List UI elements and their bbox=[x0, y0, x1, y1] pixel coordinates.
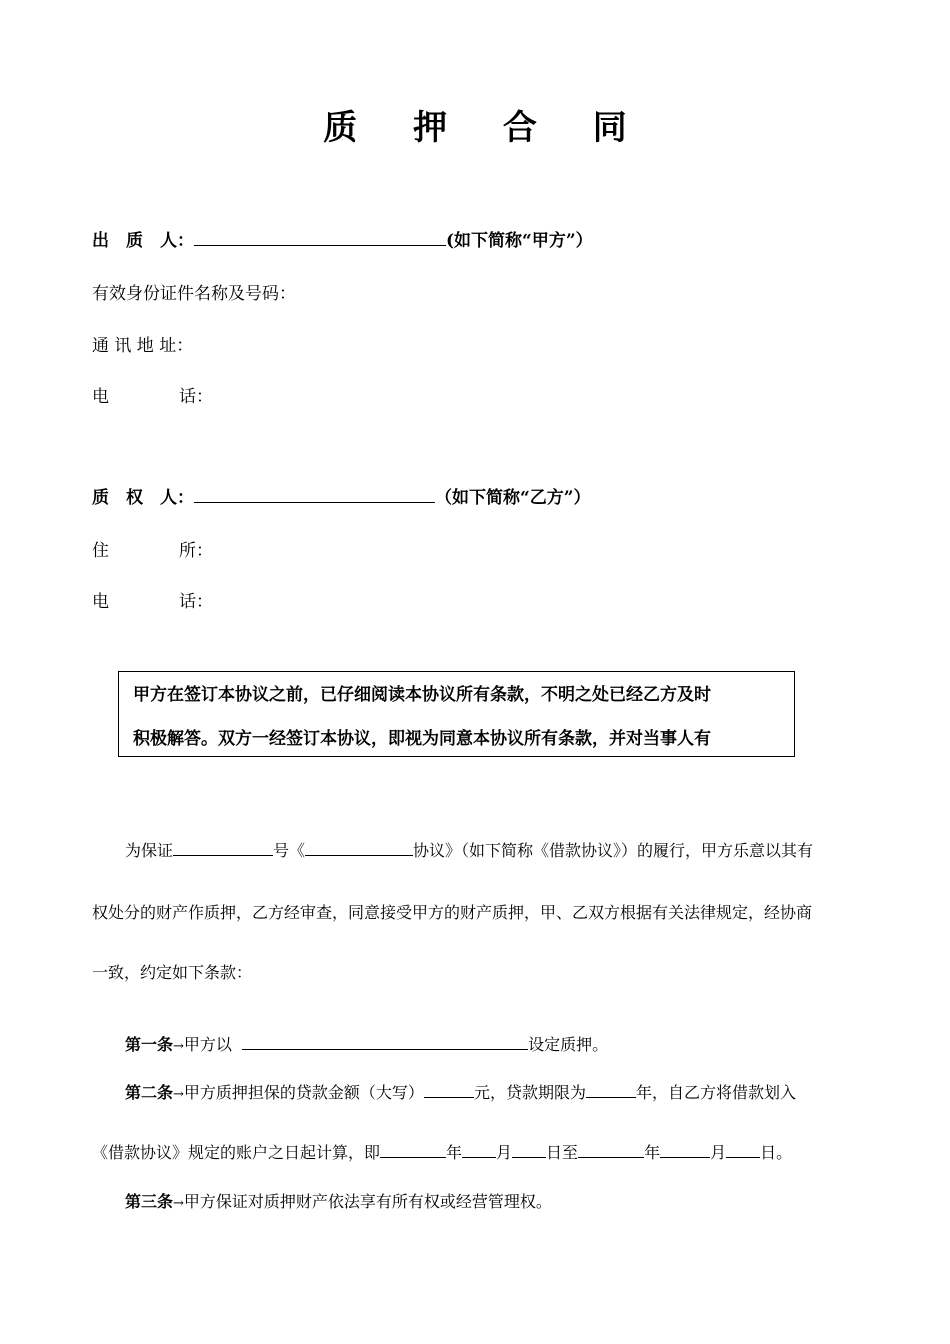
article-1 bbox=[125, 1032, 608, 1055]
end-month-label: 月 bbox=[710, 1143, 727, 1162]
start-month-field[interactable] bbox=[462, 1140, 496, 1158]
agreement-name-field[interactable] bbox=[305, 838, 413, 856]
article-2-label: 第二条 bbox=[125, 1083, 174, 1102]
start-day-label: 日至 bbox=[546, 1143, 579, 1162]
pledgee-line bbox=[92, 483, 591, 508]
pledgee-suffix: （如下简称“乙方”） bbox=[435, 488, 591, 508]
pledgee-phone-label-end: 话： bbox=[179, 592, 213, 612]
pledgor-id-label: 有效身份证件名称及号码： bbox=[92, 284, 296, 304]
pledgee-residence-label-start: 住 bbox=[92, 541, 109, 561]
pledgor-name-field[interactable] bbox=[194, 228, 446, 246]
loan-amount-field[interactable] bbox=[424, 1080, 474, 1098]
pledgor-address-label: 通 讯 地 址： bbox=[92, 336, 194, 356]
article-1-text-a: 甲方以 bbox=[183, 1035, 232, 1054]
preamble-line-1 bbox=[125, 838, 813, 861]
start-year-label: 年 bbox=[446, 1143, 463, 1162]
arrow-icon: → bbox=[173, 1039, 184, 1054]
start-month-label: 月 bbox=[496, 1143, 513, 1162]
end-year-field[interactable] bbox=[578, 1140, 644, 1158]
notice-line-1: 甲方在签订本协议之前，已仔细阅读本协议所有条款，不明之处已经乙方及时 bbox=[133, 685, 711, 705]
pledgee-name-field[interactable] bbox=[194, 485, 435, 503]
article-2-line-2-text: 《借款协议》规定的账户之日起计算，即 bbox=[92, 1143, 381, 1162]
article-2-text-b: 元，贷款期限为 bbox=[473, 1083, 586, 1102]
pledgee-phone-label-start: 电 bbox=[92, 592, 109, 612]
pledgor-phone-label-end: 话： bbox=[179, 387, 213, 407]
pledgor-label: 出 质 人： bbox=[92, 231, 194, 251]
pledged-property-field[interactable] bbox=[242, 1032, 528, 1050]
article-2-line-1 bbox=[125, 1080, 796, 1103]
article-2-text-c: 年，自乙方将借款划入 bbox=[635, 1083, 796, 1102]
pledgor-line bbox=[92, 226, 593, 251]
end-day-label: 日。 bbox=[760, 1143, 793, 1162]
pledgor-suffix: (如下简称“甲方”） bbox=[446, 231, 593, 251]
end-year-label: 年 bbox=[644, 1143, 661, 1162]
article-1-label: 第一条 bbox=[125, 1035, 174, 1054]
article-2-line-2 bbox=[92, 1140, 792, 1163]
start-day-field[interactable] bbox=[512, 1140, 546, 1158]
article-3-label: 第三条 bbox=[125, 1192, 174, 1211]
preamble-line-2: 权处分的财产作质押，乙方经审查，同意接受甲方的财产质押，甲、乙双方根据有关法律规定，经协商 bbox=[92, 903, 813, 922]
article-2-text-a: 甲方质押担保的贷款金额（大写） bbox=[183, 1083, 424, 1102]
article-3-text: 甲方保证对质押财产依法享有所有权或经营管理权。 bbox=[183, 1192, 552, 1211]
pledgor-phone-label-start: 电 bbox=[92, 387, 109, 407]
preamble-text-a: 为保证 bbox=[125, 841, 174, 860]
agreement-number-field[interactable] bbox=[173, 838, 273, 856]
notice-box bbox=[118, 671, 795, 757]
arrow-icon: → bbox=[173, 1087, 184, 1102]
end-day-field[interactable] bbox=[726, 1140, 760, 1158]
article-3 bbox=[125, 1189, 552, 1212]
document-title: 质 押 合 同 bbox=[323, 108, 649, 148]
arrow-icon: → bbox=[173, 1196, 184, 1211]
preamble-text-b: 号《 bbox=[273, 841, 306, 860]
notice-line-2: 积极解答。双方一经签订本协议，即视为同意本协议所有条款，并对当事人有 bbox=[133, 729, 711, 749]
pledgee-label: 质 权 人： bbox=[92, 488, 194, 508]
preamble-line-3: 一致，约定如下条款： bbox=[92, 963, 253, 982]
article-1-text-b: 设定质押。 bbox=[528, 1035, 609, 1054]
pledgee-residence-label-end: 所： bbox=[179, 541, 213, 561]
end-month-field[interactable] bbox=[660, 1140, 710, 1158]
loan-term-field[interactable] bbox=[586, 1080, 636, 1098]
start-year-field[interactable] bbox=[380, 1140, 446, 1158]
preamble-text-c: 协议》（如下简称《借款协议》）的履行，甲方乐意以其有 bbox=[413, 841, 814, 860]
